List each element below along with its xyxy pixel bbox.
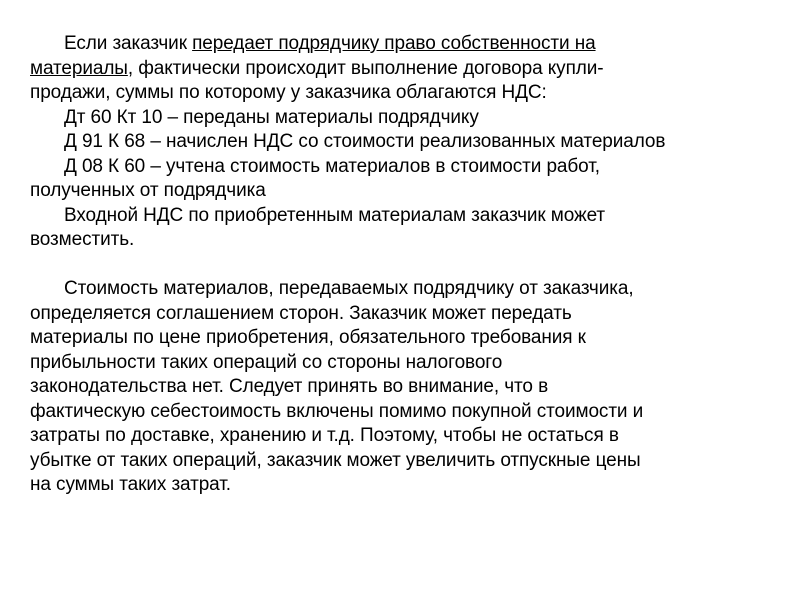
entry-cost-capitalization: Д 08 К 60 – учтена стоимость материалов в стоимости работ, <box>64 155 600 177</box>
pricing-line: на суммы таких затрат. <box>30 474 231 495</box>
intro-paragraph <box>30 32 780 106</box>
intro-line-2 <box>30 57 780 82</box>
pricing-line: определяется соглашением сторон. Заказчик может передать <box>30 302 572 324</box>
ownership-transfer-underlined: передает подрядчику право собственности на <box>192 33 596 54</box>
pricing-line: затраты по доставке, хранению и т.д. Поэтому, чтобы не остаться в <box>30 425 619 446</box>
pricing-line: прибыльности таких операций со стороны налогового <box>30 351 503 373</box>
pricing-line: убытке от таких операций, заказчик может увеличить отпускные цены <box>30 449 641 471</box>
intro-text-cont: , фактически происходит выполнение договора купли- <box>127 57 604 79</box>
vat-note-line-2: возместить. <box>30 229 135 250</box>
accounting-entries <box>30 106 780 204</box>
intro-text: Если заказчик <box>64 33 193 54</box>
pricing-line: законодательства нет. Следует принять во внимание, что в <box>30 376 549 397</box>
vat-note <box>30 204 780 253</box>
entry-transfer: Дт 60 Кт 10 – переданы материалы подрядчику <box>64 106 479 128</box>
paragraph-gap <box>30 253 780 278</box>
entry-vat-accrual: Д 91 К 68 – начислен НДС со стоимости реализованных материалов <box>64 131 666 152</box>
pricing-line: материалы по цене приобретения, обязательного требования к <box>30 327 586 348</box>
pricing-line: Стоимость материалов, передаваемых подрядчику от заказчика, <box>64 278 634 299</box>
pricing-paragraph <box>30 277 780 498</box>
entry-cost-capitalization-cont: полученных от подрядчика <box>30 180 266 201</box>
pricing-line: фактическую себестоимость включены помимо покупной стоимости и <box>30 400 644 422</box>
vat-note-line-1: Входной НДС по приобретенным материалам заказчик может <box>64 204 606 226</box>
intro-line-1 <box>30 32 780 57</box>
materials-underlined: материалы <box>30 57 128 79</box>
intro-line-3: продажи, суммы по которому у заказчика облагаются НДС: <box>30 82 547 103</box>
